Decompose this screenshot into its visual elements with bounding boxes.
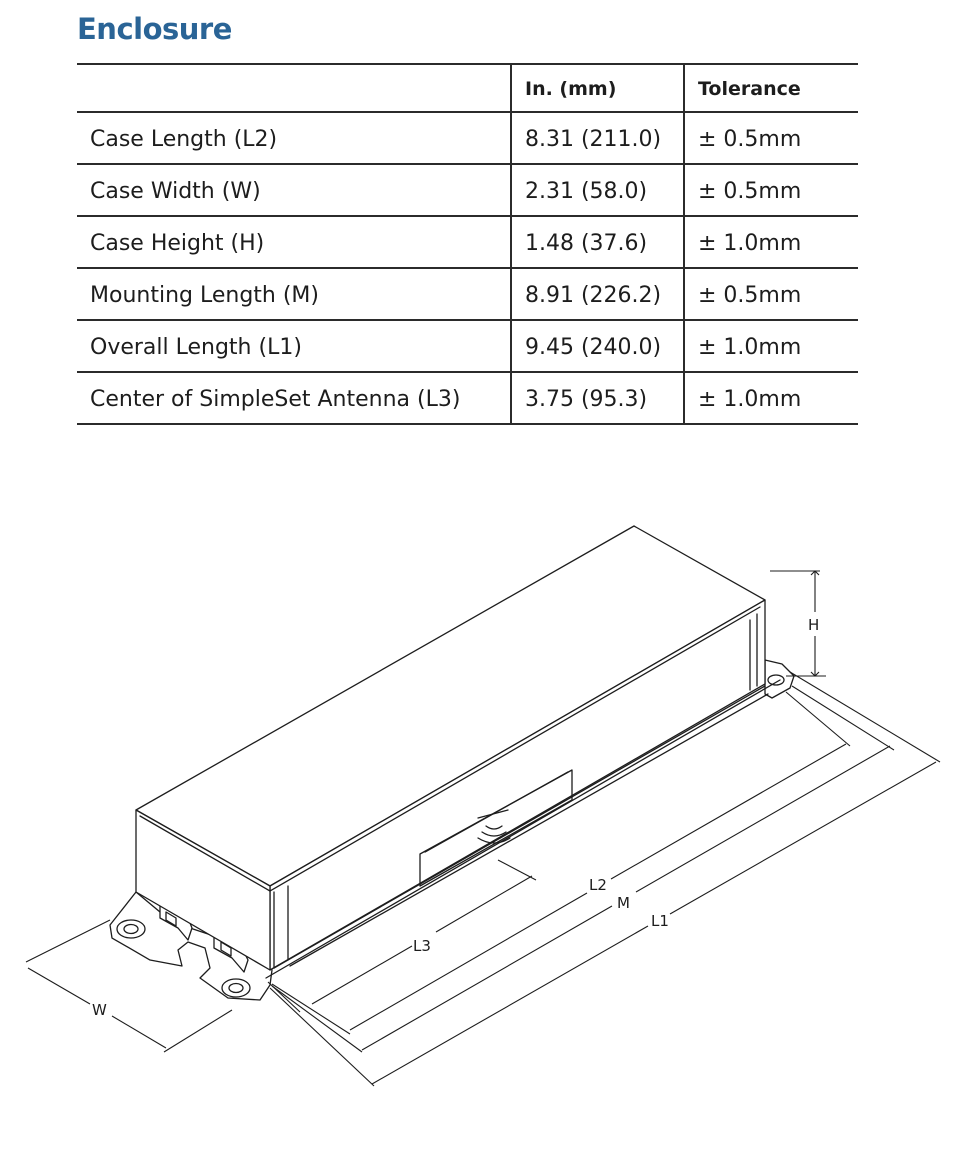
table-row [77,320,858,372]
table-header-row [77,64,858,112]
row-value: 9.45 (240.0) [511,320,684,372]
row-tolerance: ± 1.0mm [684,320,858,372]
row-tolerance: ± 1.0mm [684,216,858,268]
label-l2: L2 [589,876,607,894]
row-label: Center of SimpleSet Antenna (L3) [90,386,461,412]
header-empty [77,64,511,112]
label-w: W [92,1001,107,1019]
label-m: M [617,894,630,912]
row-value: 3.75 (95.3) [511,372,684,424]
label-h: H [808,616,820,634]
table-row [77,112,858,164]
header-dimension: In. (mm) [511,64,684,112]
table-row [77,216,858,268]
row-label: Mounting Length (M) [90,282,319,308]
table-row [77,164,858,216]
right-mounting-tab [765,660,794,698]
row-tolerance: ± 0.5mm [684,112,858,164]
enclosure-spec-table [77,63,858,425]
label-l3: L3 [413,937,431,955]
table-row [77,268,858,320]
row-value: 8.91 (226.2) [511,268,684,320]
row-value: 2.31 (58.0) [511,164,684,216]
row-tolerance: ± 0.5mm [684,164,858,216]
section-title: Enclosure [77,12,232,46]
row-value: 1.48 (37.6) [511,216,684,268]
row-label: Overall Length (L1) [90,334,302,360]
row-label: Case Width (W) [90,178,261,204]
row-value: 8.31 (211.0) [511,112,684,164]
header-tolerance: Tolerance [684,64,858,112]
label-l1: L1 [651,912,669,930]
enclosure-dimension-drawing [0,440,978,1140]
table-row [77,372,858,424]
row-tolerance: ± 1.0mm [684,372,858,424]
row-label: Case Length (L2) [90,126,278,152]
row-label: Case Height (H) [90,230,265,256]
row-tolerance: ± 0.5mm [684,268,858,320]
